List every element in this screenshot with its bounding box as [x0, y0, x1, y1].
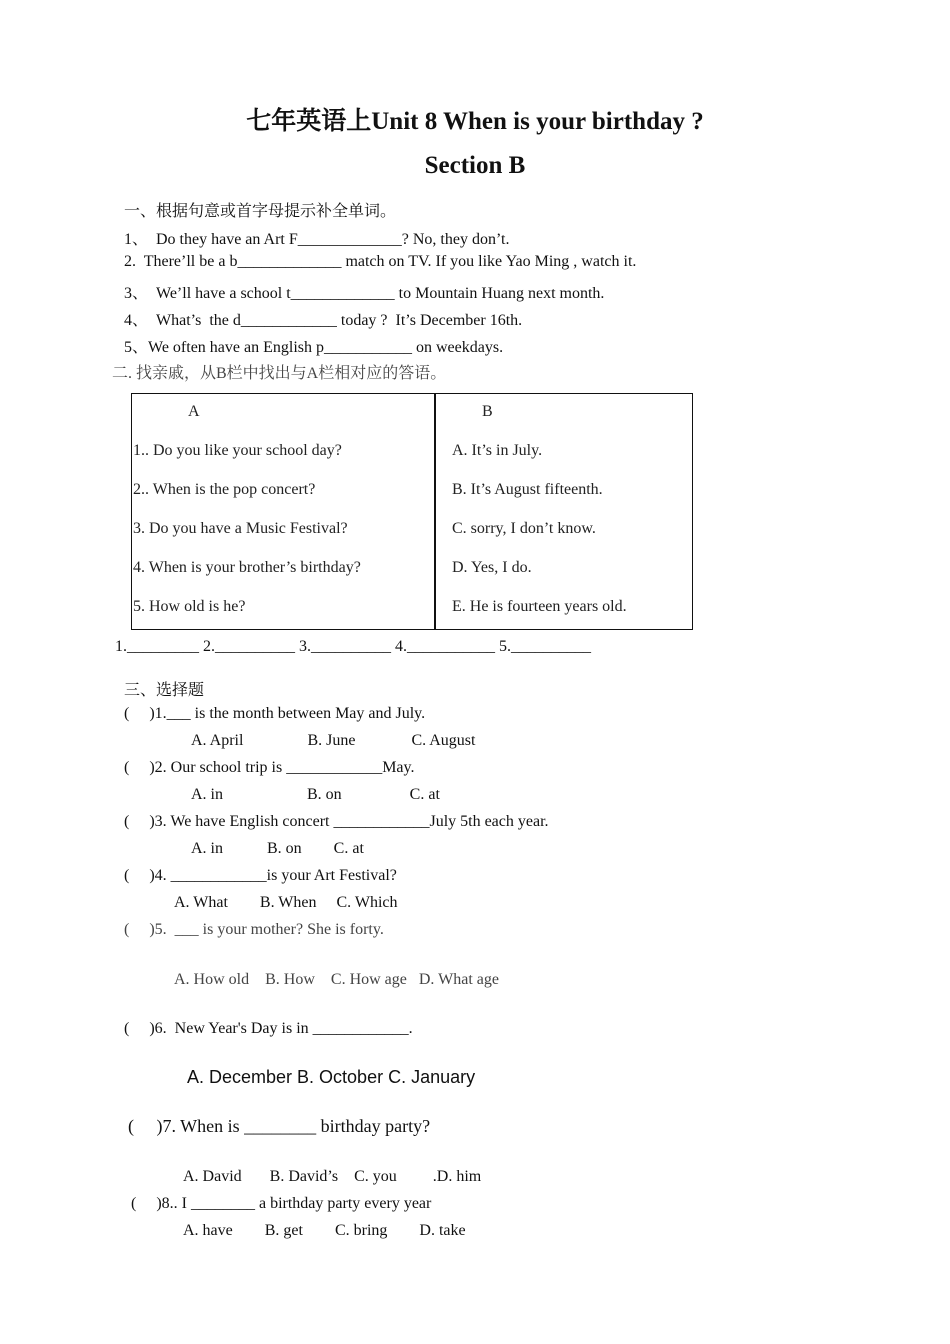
matching-table-divider	[434, 394, 436, 629]
column-b-item-a: A. It’s in July.	[452, 442, 543, 459]
column-a-item-2: 2.. When is the pop concert?	[133, 481, 316, 498]
part1-item-3: 3、 We’ll have a school t_____________ to Mountain Huang next month.	[124, 285, 605, 302]
column-a-item-5: 5. How old is he?	[133, 598, 246, 615]
part2-heading: 二. 找亲戚，从B栏中找出与A栏相对应的答语。	[112, 365, 447, 382]
question-1: ( )1.___ is the month between May and July.	[124, 705, 426, 722]
column-b-item-b: B. It’s August fifteenth.	[452, 481, 603, 498]
worksheet-title: 七年英语上Unit 8 When is your birthday ?	[246, 108, 704, 135]
question-1-options: A. April B. June C. August	[191, 732, 476, 749]
column-b-header: B	[482, 403, 493, 420]
part1-item-2: 2. There’ll be a b_____________ match on TV. If you like Yao Ming , watch it.	[124, 253, 637, 270]
column-b-item-e: E. He is fourteen years old.	[452, 598, 627, 615]
question-5-options: A. How old B. How C. How age D. What age	[174, 971, 499, 988]
question-5: ( )5. ___ is your mother? She is forty.	[124, 921, 384, 938]
part1-heading: 一、根据句意或首字母提示补全单词。	[124, 203, 397, 220]
question-6: ( )6. New Year's Day is in ____________.	[124, 1020, 413, 1037]
column-a-item-3: 3. Do you have a Music Festival?	[133, 520, 348, 537]
question-7: ( )7. When is ________ birthday party?	[128, 1116, 431, 1136]
question-6-options: A. December B. October C. January	[187, 1067, 476, 1087]
question-2-options: A. in B. on C. at	[191, 786, 440, 803]
part1-item-4: 4、 What’s the d____________ today ? It’s December 16th.	[124, 312, 523, 329]
question-3: ( )3. We have English concert ____________July 5th each year.	[124, 813, 549, 830]
question-8-options: A. have B. get C. bring D. take	[183, 1222, 466, 1239]
question-4: ( )4. ____________is your Art Festival?	[124, 867, 397, 884]
part1-item-5: 5、We often have an English p___________ on weekdays.	[124, 339, 504, 356]
worksheet-subtitle: Section B	[424, 152, 526, 179]
column-b-item-d: D. Yes, I do.	[452, 559, 532, 576]
matching-table	[131, 393, 693, 630]
column-a-item-4: 4. When is your brother’s birthday?	[133, 559, 361, 576]
question-8: ( )8.. I ________ a birthday party every year	[131, 1195, 432, 1212]
column-a-item-1: 1.. Do you like your school day?	[133, 442, 342, 459]
part2-answer-line: 1._________ 2.__________ 3.__________ 4.___________ 5.__________	[115, 638, 591, 655]
part1-item-1: 1、 Do they have an Art F_____________? No, they don’t.	[124, 231, 510, 248]
column-a-header: A	[188, 403, 200, 420]
question-7-options: A. David B. David’s C. you .D. him	[183, 1168, 482, 1185]
part3-heading: 三、选择题	[124, 682, 205, 699]
question-2: ( )2. Our school trip is ____________May.	[124, 759, 415, 776]
question-3-options: A. in B. on C. at	[191, 840, 364, 857]
column-b-item-c: C. sorry, I don’t know.	[452, 520, 596, 537]
question-4-options: A. What B. When C. Which	[174, 894, 398, 911]
